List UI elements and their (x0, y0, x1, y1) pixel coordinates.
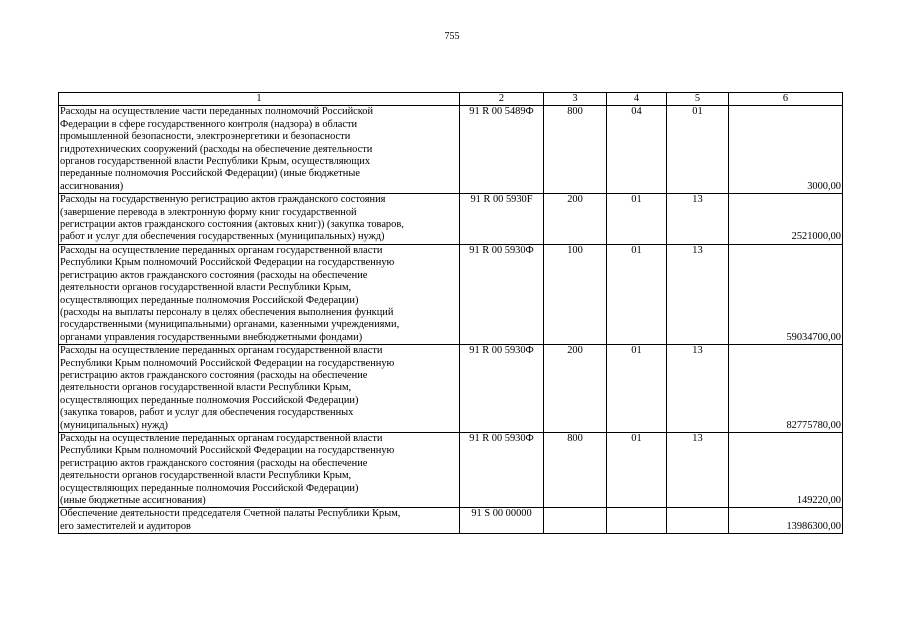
expense-description (59, 194, 460, 245)
description-line: осуществляющих переданные полномочия Российской Федерации) (60, 294, 359, 306)
description-line: регистрацию актов гражданского состояния (расходы на обеспечение (60, 269, 368, 281)
description-line: органами управления государственными внебюджетными фондами) (60, 331, 363, 343)
description-line: промышленной безопасности, электроэнергетики и безопасности (60, 131, 351, 143)
table-row (59, 106, 843, 194)
column-header: 3 (544, 93, 607, 106)
description-line: Расходы на осуществление части переданных полномочий Российской (60, 106, 374, 118)
table-header-row (59, 93, 843, 106)
target-article-code: 91 R 00 5930Ф (460, 345, 544, 433)
column-header: 4 (607, 93, 667, 106)
amount: 59034700,00 (729, 244, 843, 344)
expense-description (59, 345, 460, 433)
description-line: Расходы на осуществление переданных органам государственной власти (60, 345, 383, 357)
description-line: работ и услуг для обеспечения государственных (муниципальных) нужд) (60, 231, 385, 243)
budget-table (58, 92, 843, 534)
subsection-code: 01 (667, 106, 729, 194)
description-line: Республики Крым полномочий Российской Федерации на государственную (60, 257, 395, 269)
expense-type-code: 800 (544, 432, 607, 507)
subsection-code: 13 (667, 194, 729, 245)
description-line: гидротехнических сооружений (расходы на обеспечение деятельности (60, 143, 373, 155)
description-line: осуществляющих переданные полномочия Российской Федерации) (60, 394, 359, 406)
column-header: 6 (729, 93, 843, 106)
description-line: регистрацию актов гражданского состояния (расходы на обеспечение (60, 369, 368, 381)
description-line: регистрации актов гражданского состояния (актовых книг)) (закупка товаров, (60, 219, 404, 231)
subsection-code: 13 (667, 432, 729, 507)
section-code: 04 (607, 106, 667, 194)
table-row (59, 432, 843, 507)
section-code: 01 (607, 244, 667, 344)
expense-type-code: 800 (544, 106, 607, 194)
expense-type-code: 100 (544, 244, 607, 344)
table-row (59, 345, 843, 433)
table-row (59, 508, 843, 534)
description-line: (муниципальных) нужд) (60, 419, 169, 431)
expense-type-code (544, 508, 607, 534)
description-line: Расходы на осуществление переданных органам государственной власти (60, 432, 383, 444)
description-line: регистрацию актов гражданского состояния (расходы на обеспечение (60, 457, 368, 469)
section-code (607, 508, 667, 534)
subsection-code (667, 508, 729, 534)
description-line: Федерации в сфере государственного контроля (надзора) в области (60, 118, 358, 130)
description-line: осуществляющих переданные полномочия Российской Федерации) (60, 482, 359, 494)
description-line: Республики Крым полномочий Российской Федерации на государственную (60, 445, 395, 457)
amount: 149220,00 (729, 432, 843, 507)
subsection-code: 13 (667, 244, 729, 344)
expense-description (59, 106, 460, 194)
target-article-code: 91 S 00 00000 (460, 508, 544, 534)
description-line: Расходы на государственную регистрацию актов гражданского состояния (60, 194, 386, 206)
description-line: его заместителей и аудиторов (60, 520, 191, 532)
subsection-code: 13 (667, 345, 729, 433)
target-article-code: 91 R 00 5930Ф (460, 432, 544, 507)
column-header: 5 (667, 93, 729, 106)
description-line: (закупка товаров, работ и услуг для обеспечения государственных (60, 407, 354, 419)
section-code: 01 (607, 432, 667, 507)
expense-description (59, 508, 460, 534)
expense-description (59, 432, 460, 507)
page-number: 755 (444, 31, 460, 42)
expense-description (59, 244, 460, 344)
expense-type-code: 200 (544, 345, 607, 433)
description-line: деятельности органов государственной власти Республики Крым, (60, 382, 352, 394)
description-line: (завершение перевода в электронную форму книг государственной (60, 206, 357, 218)
expense-type-code: 200 (544, 194, 607, 245)
section-code: 01 (607, 345, 667, 433)
description-line: Республики Крым полномочий Российской Федерации на государственную (60, 357, 395, 369)
description-line: Обеспечение деятельности председателя Счетной палаты Республики Крым, (60, 508, 401, 520)
description-line: органов государственной власти Республики Крым, осуществляющих (60, 156, 371, 168)
description-line: деятельности органов государственной власти Республики Крым, (60, 282, 352, 294)
description-line: переданные полномочия Российской Федерации) (иные бюджетные (60, 168, 360, 180)
column-header: 1 (59, 93, 460, 106)
amount: 82775780,00 (729, 345, 843, 433)
description-line: деятельности органов государственной власти Республики Крым, (60, 470, 352, 482)
description-line: ассигнования) (60, 180, 124, 192)
amount: 13986300,00 (729, 508, 843, 534)
amount: 2521000,00 (729, 194, 843, 245)
description-line: государственными (муниципальными) органами, казенными учреждениями, (60, 319, 400, 331)
section-code: 01 (607, 194, 667, 245)
description-line: (расходы на выплаты персоналу в целях обеспечения выполнения функций (60, 306, 394, 318)
description-line: Расходы на осуществление переданных органам государственной власти (60, 244, 383, 256)
description-line: (иные бюджетные ассигнования) (60, 495, 206, 506)
target-article-code: 91 R 00 5930Ф (460, 244, 544, 344)
target-article-code: 91 R 00 5930F (460, 194, 544, 245)
amount: 3000,00 (729, 106, 843, 194)
column-header: 2 (460, 93, 544, 106)
target-article-code: 91 R 00 5489Ф (460, 106, 544, 194)
table-row (59, 244, 843, 344)
table-row (59, 194, 843, 245)
